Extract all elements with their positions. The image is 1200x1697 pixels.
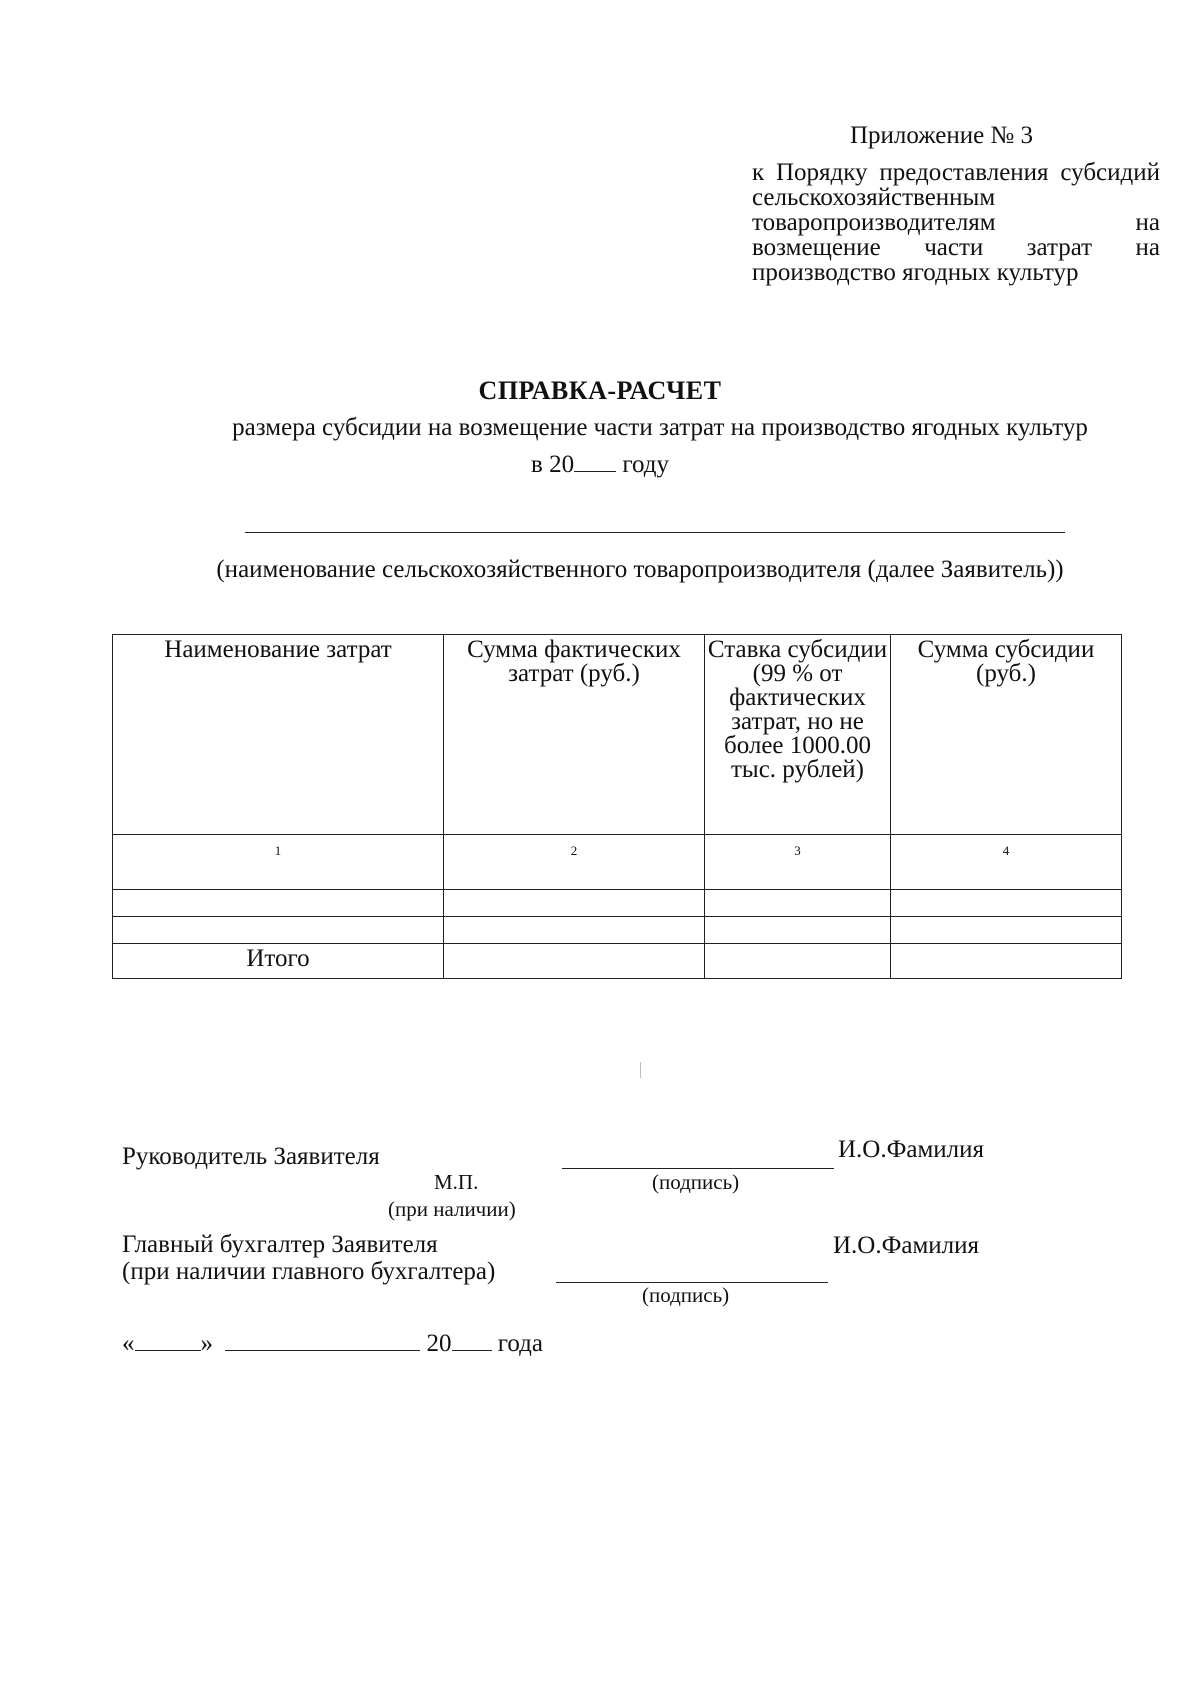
applicant-caption: (наименование сельскохозяйственного товаропроизводителя (далее Заявитель)) (216, 556, 1064, 583)
table-cell[interactable] (444, 890, 705, 917)
total-row (113, 944, 1122, 979)
date-close-quote: » (200, 1330, 213, 1357)
column-number: 4 (891, 835, 1122, 890)
head-signature-caption: (подпись) (652, 1170, 740, 1194)
table-cell[interactable] (705, 890, 891, 917)
table-cell[interactable] (891, 917, 1122, 944)
header-subsidy-rate: Ставка субсидии (99 % от фактических затрат, но не более 1000.00 тыс. рублей) (705, 635, 891, 835)
costs-table (112, 634, 1122, 979)
total-subsidy-cell[interactable] (891, 944, 1122, 979)
table-cell[interactable] (891, 890, 1122, 917)
date-year-blank[interactable] (452, 1350, 492, 1351)
document-subtitle: размера субсидии на возмещение части затрат на производство ягодных культур (232, 414, 1088, 441)
document-year-line (0, 451, 1200, 479)
date-month-blank[interactable] (225, 1350, 420, 1351)
date-line (122, 1330, 543, 1358)
table-cell[interactable] (705, 917, 891, 944)
date-open-quote: « (122, 1330, 135, 1357)
appendix-title: Приложение № 3 (850, 122, 1034, 149)
year-blank[interactable] (574, 471, 616, 472)
header-cost-name: Наименование затрат (113, 635, 444, 835)
date-day-blank[interactable] (135, 1350, 201, 1351)
column-number: 1 (113, 835, 444, 890)
column-number: 3 (705, 835, 891, 890)
table-header-row (113, 635, 1122, 835)
accountant-signature-caption: (подпись) (642, 1283, 730, 1307)
head-label: Руководитель Заявителя (122, 1143, 380, 1170)
total-actual-costs-cell[interactable] (444, 944, 705, 979)
applicant-name-blank[interactable] (245, 532, 1065, 533)
table-row (113, 890, 1122, 917)
table-cell[interactable] (444, 917, 705, 944)
head-signature-line[interactable] (562, 1168, 834, 1169)
appendix-text: к Порядку предоставления субсидий сельскохозяйственным товаропроизводителям на возмещение части затрат на производство ягодных культур (752, 159, 1160, 286)
date-year-suffix: года (497, 1330, 543, 1357)
total-rate-cell[interactable] (705, 944, 891, 979)
table-row (113, 917, 1122, 944)
document-title: СПРАВКА-РАСЧЕТ (478, 376, 722, 405)
year-suffix: году (622, 451, 669, 478)
table-cell[interactable] (113, 917, 444, 944)
accountant-label: Главный бухгалтер Заявителя (122, 1231, 438, 1258)
header-subsidy-amount: Сумма субсидии (руб.) (891, 635, 1122, 835)
column-number: 2 (444, 835, 705, 890)
scan-mark (640, 1062, 641, 1078)
date-year-prefix: 20 (426, 1330, 452, 1357)
stamp-label: М.П. (434, 1170, 479, 1194)
table-cell[interactable] (113, 890, 444, 917)
head-name: И.О.Фамилия (838, 1136, 985, 1163)
column-number-row (113, 835, 1122, 890)
header-actual-costs: Сумма фактических затрат (руб.) (444, 635, 705, 835)
stamp-note: (при наличии) (388, 1197, 516, 1221)
year-prefix: в 20 (531, 451, 575, 478)
accountant-name: И.О.Фамилия (833, 1232, 980, 1259)
accountant-note: (при наличии главного бухгалтера) (122, 1258, 496, 1285)
total-label: Итого (113, 944, 444, 979)
